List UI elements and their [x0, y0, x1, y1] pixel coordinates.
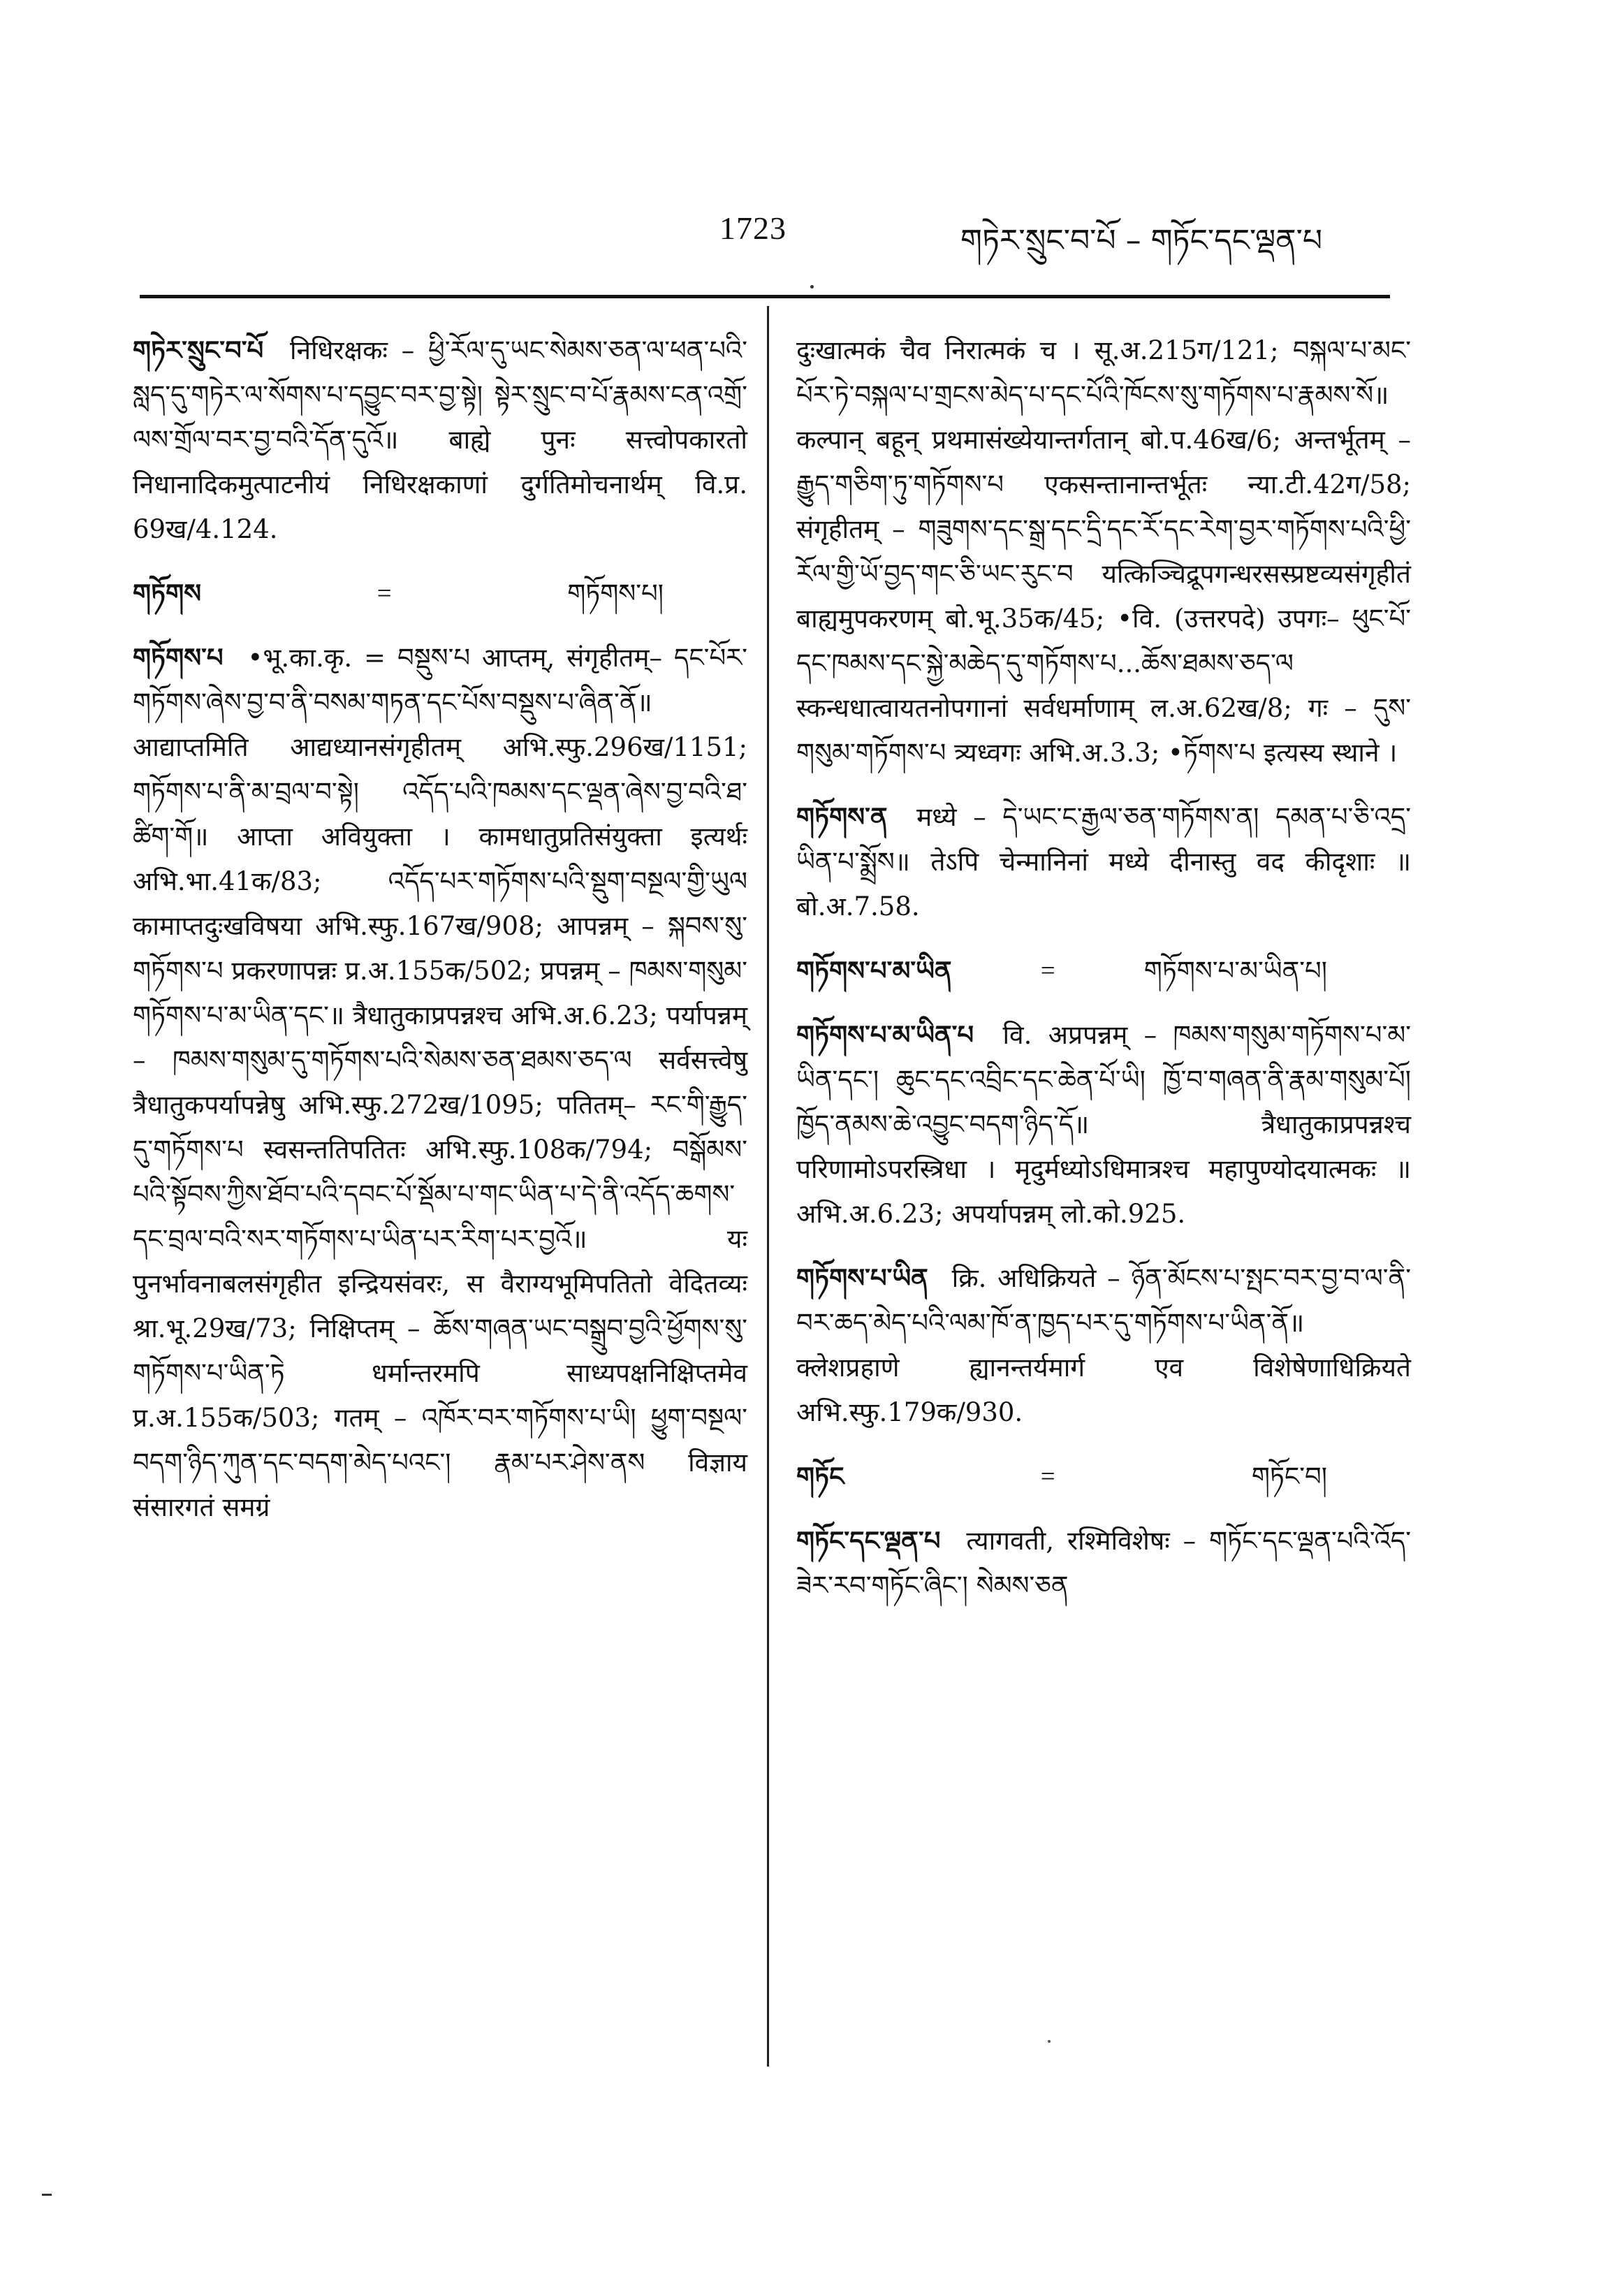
- dictionary-entry: [796, 1013, 1411, 1237]
- equals-sign: =: [1040, 956, 1055, 985]
- entry-body: त्यागवती, रश्मिविशेषः – གཏོང་དང་ལྡན་པའི་འོད་ཟེར་རབ་གཏོང་ཞིང་། སེམས་ཅན: [796, 1526, 1411, 1601]
- dictionary-entry-continued: [796, 328, 1411, 775]
- dictionary-entry: [796, 1256, 1411, 1435]
- entry-headword: གཏོགས: [133, 578, 202, 609]
- entry-headword: གཏོང: [796, 1462, 844, 1492]
- entry-headword: གཏོང་དང་ལྡན་པ: [796, 1526, 941, 1556]
- entry-body: •भू.का.कृ. = བསྡུས་པ आप्तम्, संगृहीतम्– དང་པོར་གཏོགས་ཞེས་བྱ་བ་ནི་བསམ་གཏན་དང་པོས་བསྡུས་པ་ཞིན་ནོ॥ आद्याप्तमिति आद्यध्यानसंगृहीतम् अभि.स्फु.296ख/1151; གཏོགས་པ་ནི་མ་བྲལ་བ་སྟེ། འདོད་པའི་ཁམས་དང་ལྡན་ཞེས་བྱ་བའི་ཐ་ཚིག་གོ॥ आप्ता अवियुक्ता । कामधातुप्रतिसंयुक्ता इत्यर्थः अभि.भा.41क/83; འདོད་པར་གཏོགས་པའི་སྡུག་བསྔལ་གྱི་ཡུལ कामाप्तदुःखविषया अभि.स्फु.167ख/908; आपन्नम् – སྐབས་སུ་གཏོགས་པ प्रकरणापन्नः प्र.अ.155क/502; प्रपन्नम् – ཁམས་གསུམ་གཏོགས་པ་མ་ཡིན་དང་॥ त्रैधातुकाप्रपन्नश्च अभि.अ.6.23; पर्यापन्नम् – ཁམས་གསུམ་དུ་གཏོགས་པའི་སེམས་ཅན་ཐམས་ཅད་ལ सर्वसत्त्वेषु त्रैधातुकपर्यापन्नेषु अभि.स्फु.272ख/1095; पतितम्– རང་གི་རྒྱུད་དུ་གཏོགས་པ स्वसन्ततिपतितः अभि.स्फु.108क/794; བསྒོམས་པའི་སྟོབས་ཀྱིས་ཐོབ་པའི་དབང་པོ་སྡོམ་པ་གང་ཡིན་པ་དེ་ནི་འདོད་ཆགས་དང་བྲལ་བའི་སར་གཏོགས་པ་ཡིན་པར་རིག་པར་བྱའོ॥ यः पुनर्भावनाबलसंगृहीत इन्द्रियसंवरः, स वैराग्यभूमिपतितो वेदितव्यः श्रा.भू.29ख/73; निक्षिप्तम् – ཆོས་གཞན་ཡང་བསྒྲུབ་བྱའི་ཕྱོགས་སུ་གཏོགས་པ་ཡིན་ཏེ धर्मान्तरमपि साध्यपक्षनिक्षिप्तमेव प्र.अ.155क/503; गतम् – འཁོར་བར་གཏོགས་པ་ཡི། ཕྱུག་བསྔལ་བདག་ཉིད་ཀུན་དང་བདག་མེད་པའང་། རྣམ་པར་ཤེས་ནས विज्ञाय संसारगतं समग्रं: [133, 643, 747, 1522]
- equals-sign: =: [1040, 1462, 1055, 1491]
- dictionary-entry: [133, 328, 747, 552]
- cross-reference-target: གཏོགས་པ་མ་ཡིན་པ།: [1143, 956, 1327, 986]
- header-rule: [140, 295, 1390, 298]
- entry-headword: གཏེར་སྲུང་བ་པོ: [133, 335, 264, 365]
- running-head: གཏེར་སྲུང་བ་པོ – གཏོང་དང་ལྡན་པ: [960, 223, 1323, 258]
- dictionary-entry: [796, 1519, 1411, 1608]
- dictionary-entry: [796, 795, 1411, 929]
- page-number: 1723: [719, 210, 787, 246]
- entry-headword: གཏོགས་པ: [133, 643, 224, 673]
- entry-body: दुःखात्मकं चैव निरात्मकं च । सू.अ.215ग/121; བསྐལ་པ་མང་པོར་ཏེ་བསྐལ་པ་གྲངས་མེད་པ་དང་པོའི་ཁོངས་སུ་གཏོགས་པ་རྣམས་སོ॥ कल्पान् बहून् प्रथमासंख्येयान्तर्गतान् बो.प.46ख/6; अन्तर्भूतम् – རྒྱུད་གཅིག་ཏུ་གཏོགས་པ एकसन्तानान्तर्भूतः न्या.टी.42ग/58; संगृहीतम् – གཟུགས་དང་སྒྲ་དང་དྲི་དང་རོ་དང་རེག་བྱར་གཏོགས་པའི་ཕྱི་རོལ་གྱི་ཡོ་བྱད་གང་ཅི་ཡང་རུང་བ यत्किञ्चिद्रूपगन्धरसस्प्रष्टव्यसंगृहीतं बाह्यमुपकरणम् बो.भू.35क/45; •वि. (उत्तरपदे) उपगः– ཕུང་པོ་དང་ཁམས་དང་སྐྱེ་མཆེད་དུ་གཏོགས་པ...ཆོས་ཐམས་ཅད་ལ स्कन्धधात्वायतनोपगानां सर्वधर्माणाम् ल.अ.62ख/8; गः – དུས་གསུམ་གཏོགས་པ त्र्यध्वगः अभि.अ.3.3; •ཏོགས་པ इत्यस्य स्थाने ।: [796, 335, 1411, 768]
- entry-headword: གཏོགས་པ་མ་ཡིན་པ: [796, 1020, 974, 1050]
- entry-body: मध्ये – དེ་ཡང་ང་རྒྱལ་ཅན་གཏོགས་ན། དམན་པ་ཅི་འདྲ་ཡིན་པ་སྨྲོས॥ तेऽपि चेन्मानिनां मध्ये दीनास्तु वद कीदृशाः ॥ बो.अ.7.58.: [796, 802, 1411, 921]
- equals-sign: =: [376, 579, 392, 608]
- page-header: [0, 0, 1624, 307]
- cross-reference-target: གཏོང་བ།: [1251, 1462, 1327, 1492]
- column-divider: [767, 306, 769, 2067]
- cross-reference-target: གཏོགས་པ།: [567, 578, 664, 609]
- left-column: [133, 328, 747, 1550]
- margin-mark: [42, 2194, 52, 2196]
- cross-reference-entry: [796, 1455, 1411, 1499]
- speck: [1048, 2040, 1051, 2043]
- cross-reference-entry: [796, 949, 1411, 993]
- entry-body: क्रि. अधिक्रियते – ཉོན་མོངས་པ་སྤང་བར་བྱ་བ་ལ་ནི་བར་ཆད་མེད་པའི་ལམ་ཁོ་ན་ཁྱད་པར་དུ་གཏོགས་པ་ཡིན་ནོ॥ क्लेशप्रहाणे ह्यानन्तर्यमार्ग एव विशेषेणाधिक्रियते अभि.स्फु.179क/930.: [796, 1263, 1411, 1427]
- entry-body: निधिरक्षकः – ཕྱི་རོལ་དུ་ཡང་སེམས་ཅན་ལ་ཕན་པའི་སླད་དུ་གཏེར་ལ་སོགས་པ་དབྱུང་བར་བྱ་སྟེ། སྟེར་སྲུང་བ་པོ་རྣམས་ངན་འགྲོ་ལས་གྲོལ་བར་བྱ་བའི་དོན་དུའོ॥ बाह्ये पुनः सत्त्वोपकारतो निधानादिकमुत्पाटनीयं निधिरक्षकाणां दुर्गतिमोचनार्थम् वि.प्र. 69ख/4.124.: [133, 335, 747, 544]
- cross-reference-entry: [133, 571, 747, 616]
- entry-headword: གཏོགས་པ་མ་ཡིན: [796, 956, 952, 986]
- right-column: [796, 328, 1411, 1628]
- entry-headword: གཏོགས་ན: [796, 802, 888, 832]
- entry-body: वि. अप्रपन्नम् – ཁམས་གསུམ་གཏོགས་པ་མ་ཡིན་དང་། ཆུང་དང་འབྲིང་དང་ཆེན་པོ་ཡི། ཁྱོ་བ་གཞན་ནི་རྣམ་གསུམ་པོ། ཁྱོད་ནམས་ཆེ་འབྱུང་བདག་ཉིད་དོ॥ त्रैधातुकाप्रपन्नश्च परिणामोऽपरस्त्रिधा । मृदुर्मध्योऽधिमात्रश्च महापुण्योदयात्मकः ॥ अभि.अ.6.23; अपर्यापन्नम् लो.को.925.: [796, 1020, 1411, 1229]
- dictionary-entry: [133, 636, 747, 1530]
- entry-headword: གཏོགས་པ་ཡིན: [796, 1263, 928, 1293]
- speck: [810, 285, 814, 289]
